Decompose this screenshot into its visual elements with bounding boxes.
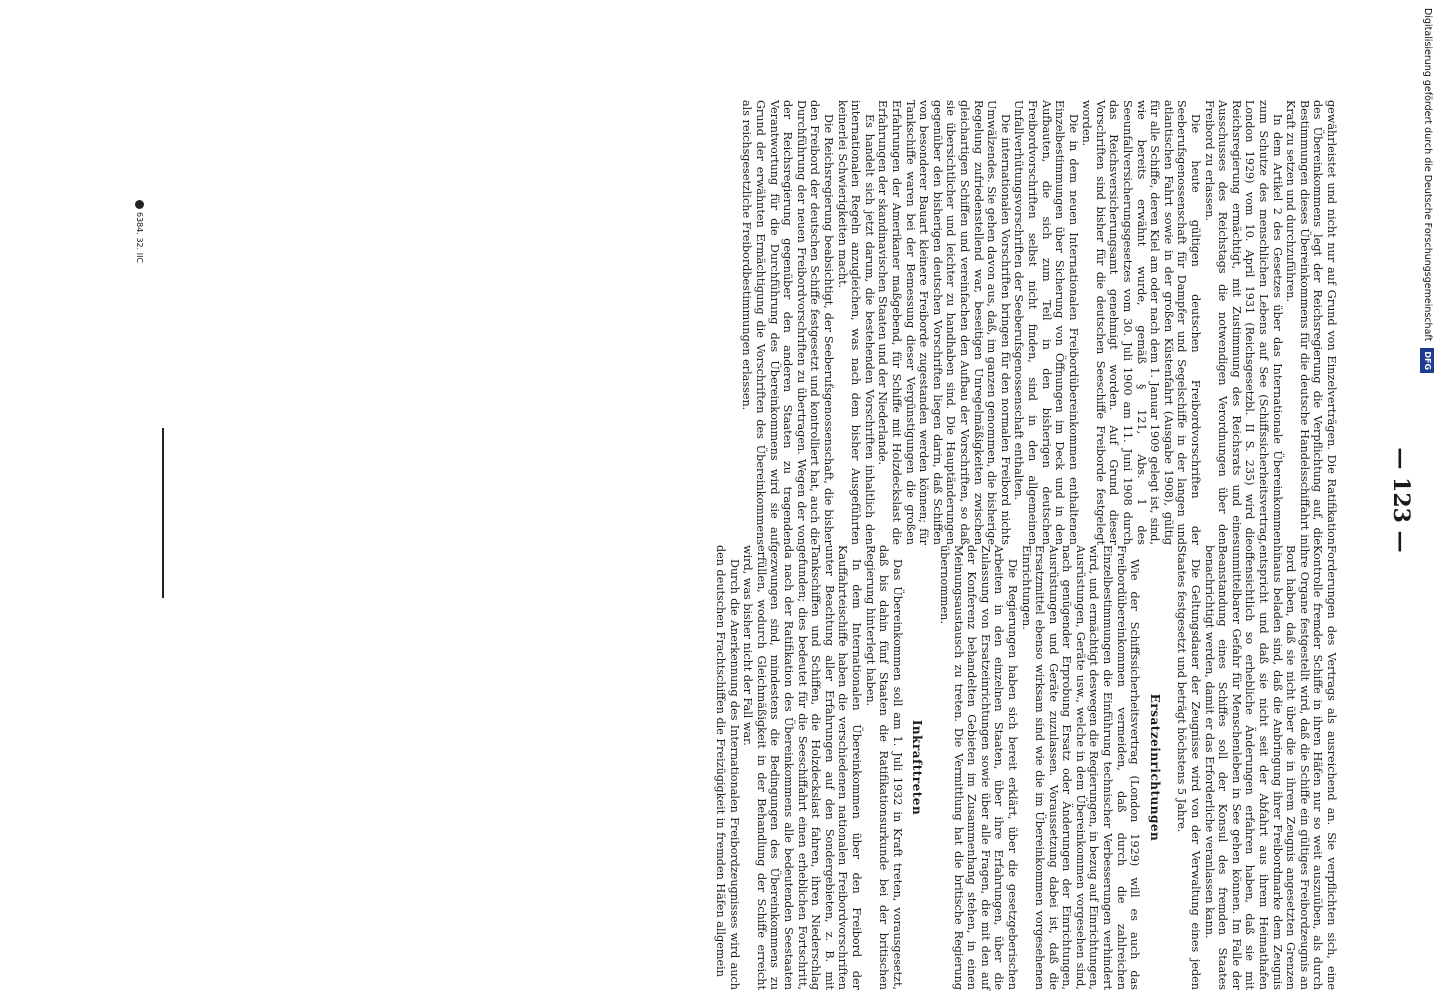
paragraph: gewährleistet und nicht nur auf Grund von Einzelverträgen. Die Ratifikation des Übereinkommens legt der Reichsregierung die Verpflichtung auf, die Bestimmungen dieses Übereinkommens für die deutsche Handelsschiffahrt in Kraft zu setzen und durchzuführen. — [1284, 100, 1338, 545]
section-heading: Ersatzeinrichtungen — [1147, 693, 1162, 842]
page-number: — 123 — — [1388, 447, 1414, 553]
paragraph: Forderungen des Vertrags als ausreichend an. Sie verpflichten sich, eine Kontrolle fremder Schiffe in ihren Häfen nur so weit auszuüben, als durch ihre Organe festgestellt wird, daß die Schiffe ein gültiges Freibordzeugnis an Bord haben, daß sie nicht über die in ihrem Zeugnis angesetzten Grenzen hinaus beladen sind, daß die Anbringung ihrer Freibordmarke dem Zeugnis entspricht und daß sie nicht seit der Abfahrt aus ihrem Heimathafen offensichtlich so erhebliche Änderungen erfahren haben, daß sie mit unmittelbarer Gefahr für Menschenleben in See gehen können. Im Falle der Beanstandung eines Schiffes soll der Konsul des fremden Staates benachrichtigt werden, damit er das Erforderliche veranlassen kann. — [1202, 545, 1338, 990]
print-code — [135, 200, 144, 263]
paragraph: In dem Artikel 2 des Gesetzes über das Internationale Übereinkommen zum Schutze des menschlichen Lebens auf See (Schiffssicherheitsvertrag, London 1929) vom 10. April 1931 (Reichsgesetzbl. II S. 235) wird die Reichsregierung ermächtigt, mit Zustimmung des Reichsrats und eines Ausschusses des Reichstags die notwendigen Verordnungen über den Freibord zu erlassen. — [1202, 100, 1284, 545]
left-column — [158, 545, 1338, 990]
paragraph: Es handelt sich jetzt darum, die bestehenden Vorschriften inhaltlich den internationalen Regeln anzugleichen, was nach dem bisher Ausgeführten keinerlei Schwierigkeiten macht. — [835, 100, 876, 545]
section-heading: Inkrafttreten — [910, 719, 925, 816]
print-code-text: 6384. 32. IIC — [135, 212, 144, 264]
paragraph: Die Regierungen haben sich bereit erklärt, über die gesetzgeberischen Arbeiten in den einzelnen Staaten, über ihre Erfahrungen, über die Zulassung von Ersatzeinrichtungen sowie über alle Fragen, die mit den auf der Konferenz behandelten Gebieten im Zusammenhang stehen, in einen Meinungsaustausch zu treten. Die Vermittlung hat die britische Regierung übernommen. — [937, 545, 1019, 990]
paragraph: Die Geltungsdauer der Zeugnisse wird von der Verwaltung eines jeden Staates festgesetzt und beträgt höchstens 5 Jahre. — [1175, 545, 1203, 990]
separator-line — [162, 428, 164, 598]
bullet-icon — [135, 200, 144, 209]
paragraph: Die heute gültigen deutschen Freibordvorschriften der Seeberufsgenossenschaft für Dampfer und Segelschiffe in der langen und atlantischen Fahrt sowie in der großen Küstenfahrt (Ausgabe 1908), gültig für alle Schiffe, deren Kiel am oder nach dem 1. Januar 1909 gelegt ist, sind, wie bereits erwähnt wurde, gemäß § 121, Abs. 1 des Seeunfallversicherungsgesetzes vom 30. Juli 1900 am 11. Juni 1908 durch das Reichsversicherungsamt genehmigt worden. Auf Grund dieser Vorschriften sind bisher für die deutschen Seeschiffe Freiborde festgelegt worden. — [1080, 100, 1203, 545]
paragraph: Wie der Schiffssicherheitsvertrag (London 1929) will es auch das Freibordübereinkommen vermeiden, daß durch die zahlreichen Einzelbestimmungen die Einführung technischer Verbesserungen verhindert wird, und ermächtigt deswegen die Regierungen, in bezug auf Einrichtungen, Ausrüstungen, Geräte usw., welche in dem Übereinkommen vorgesehen sind, nach genügender Erprobung Ersatz oder Änderungen der Einrichtungen, Ausrüstungen und Geräte zuzulassen. Voraussetzung dabei ist, daß die Ersatzmittel ebenso wirksam sind wie die im Übereinkommen vorgesehenen Einrichtungen. — [1019, 545, 1142, 990]
paragraph: Die in dem neuen Internationalen Freibordübereinkommen enthaltenen Einzelbestimmungen über Sicherung von Öffnungen im Deck und in den Aufbauten, die sich zum Teil in den bisherigen deutschen Freibordvorschriften selbst nicht finden, sind in den allgemeinen Unfallverhütungsvorschriften der Seeberufsgenossenschaft enthalten. — [1012, 100, 1080, 545]
digitization-note — [1420, 8, 1434, 788]
dfg-logo: DFG — [1420, 348, 1434, 373]
paragraph: Das Übereinkommen soll am 1. Juli 1932 in Kraft treten, vorausgesetzt, daß bis dahin fünf Staaten die Ratifikationsurkunde bei der britischen Regierung hinterlegt haben. — [863, 545, 904, 990]
paragraph: Die Reichsregierung beabsichtigt, der Seeberufsgenossenschaft, die bisher den Freibord der deutschen Schiffe festgesetzt und kontrolliert hat, auch die Durchführung der neuen Freibordvorschriften zu übertragen. Wegen der von der Reichsregierung gegenüber den anderen Staaten zu tragenden Verantwortung für die Durchführung des Übereinkommens wird sie auf Grund der erwähnten Ermächtigung die Vorschriften des Übereinkommens als reichsgesetzliche Freibordbestimmungen erlassen. — [740, 100, 836, 545]
digitization-note-text: Digitalisierung gefördert durch die Deutsche Forschungsgemeinschaft — [1422, 8, 1433, 342]
right-column — [158, 100, 1338, 545]
paragraph: In dem Internationalen Übereinkommen über den Freibord der Kauffahrteischiffe haben die verschiedenen nationalen Freibordvorschriften unter Beachtung aller Erfahrungen auf den Sondergebieten, z. B. mit Tankschiffen und Schiffen, die Holzdeckslast fahren, ihren Niederschlag gefunden; dies bedeutet für die Seeschiffahrt einen erheblichen Fortschritt, da nach der Ratifikation des Übereinkommens alle bedeutenden Seestaaten gezwungen sind, mindestens die Bedingungen des Übereinkommens zu erfüllen, wodurch Gleichmäßigkeit in der Behandlung der Schiffe erreicht wird, was bisher nicht der Fall war. — [741, 545, 863, 990]
paragraph: Die internationalen Vorschriften bringen für den normalen Freibord nichts Umwälzendes. Sie gehen davon aus, daß, im ganzen genommen, die bisherige Regelung zufriedenstellend war, beseitigen Unregelmäßigkeiten zwischen gleichartigen Schiffen und vereinfachen den Aufbau der Vorschriften, so daß sie übersichtlicher und leichter zu handhaben sind. Die Hauptänderungen gegenüber den bisherigen deutschen Vorschriften liegen darin, daß Schiffen von besonderer Bauart kleinere Freiborde zugestanden werden können; für Tankschiffe waren bei der Bemessung dieser Vergünstigungen die großen Erfahrungen der Amerikaner maßgebend, für Schiffe mit Holzdeckslast die Erfahrungen der skandinavischen Staaten und der Niederlande. — [876, 100, 1012, 545]
paragraph: Durch die Anerkennung des Internationalen Freibordzeugnisses wird auch den deutschen Frachtschiffen die Freizügigkeit in fremden Häfen allgemein — [714, 545, 741, 990]
